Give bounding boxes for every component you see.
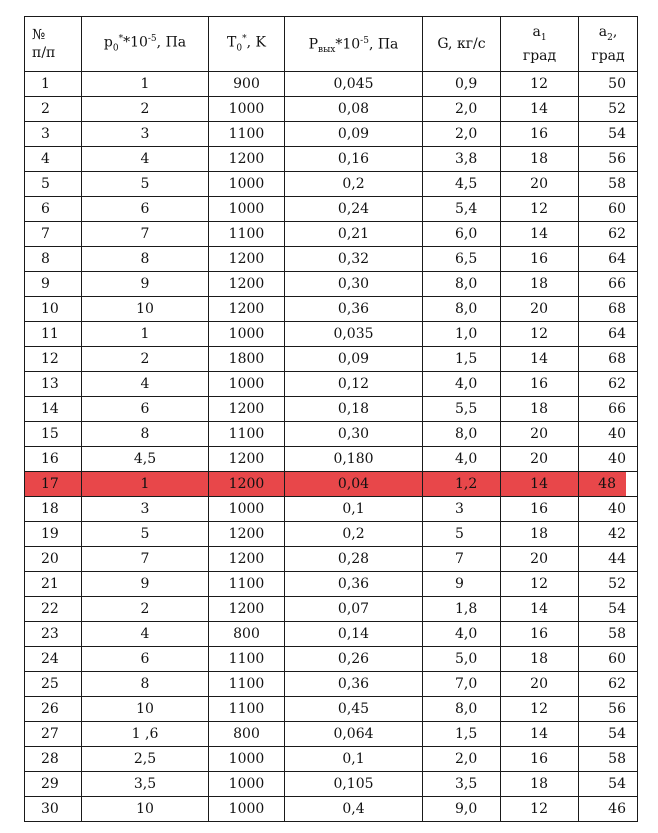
cell-a1: 20 [501,297,579,322]
cell-t0: 1200 [209,272,285,297]
cell-a2: 58 [579,747,638,772]
cell-t0: 1800 [209,347,285,372]
cell-g: 1,5 [423,347,501,372]
cell-g: 3,8 [423,147,501,172]
cell-a1: 18 [501,647,579,672]
cell-a1: 16 [501,247,579,272]
cell-a2: 62 [579,222,638,247]
cell-p0: 6 [82,197,209,222]
cell-a1: 14 [501,222,579,247]
cell-number: 21 [25,572,82,597]
header-number [25,17,82,72]
cell-p0: 8 [82,672,209,697]
cell-pvyh: 0,09 [285,347,423,372]
cell-a2: 46 [579,797,638,822]
cell-g: 6,5 [423,247,501,272]
cell-number: 9 [25,272,82,297]
cell-p0: 10 [82,297,209,322]
table-row [25,347,638,372]
cell-a2: 58 [579,622,638,647]
cell-number: 30 [25,797,82,822]
cell-pvyh: 0,16 [285,147,423,172]
cell-a2: 68 [579,297,638,322]
cell-t0: 1200 [209,472,285,497]
cell-t0: 1000 [209,772,285,797]
cell-t0: 1200 [209,447,285,472]
header-a2 [579,17,638,72]
table-row [25,397,638,422]
cell-a2: 52 [579,572,638,597]
cell-pvyh: 0,28 [285,547,423,572]
header-a1-symbol: a [532,24,541,41]
cell-t0: 1000 [209,372,285,397]
cell-a1: 14 [501,472,579,497]
cell-p0: 1 [82,472,209,497]
cell-t0: 1100 [209,422,285,447]
cell-pvyh: 0,09 [285,122,423,147]
cell-g: 3 [423,497,501,522]
cell-t0: 1100 [209,222,285,247]
table-row [25,547,638,572]
cell-p0: 6 [82,397,209,422]
cell-p0: 10 [82,797,209,822]
table-row [25,272,638,297]
cell-t0: 1000 [209,172,285,197]
cell-a2: 50 [579,72,638,97]
cell-a1: 12 [501,697,579,722]
cell-g: 5,0 [423,647,501,672]
cell-pvyh: 0,36 [285,672,423,697]
cell-p0: 3,5 [82,772,209,797]
cell-number: 7 [25,222,82,247]
cell-pvyh: 0,24 [285,197,423,222]
cell-g: 3,5 [423,772,501,797]
table-row [25,522,638,547]
cell-t0: 900 [209,72,285,97]
cell-a1: 18 [501,397,579,422]
cell-t0: 1000 [209,797,285,822]
cell-pvyh: 0,36 [285,297,423,322]
table-row [25,372,638,397]
cell-t0: 1000 [209,97,285,122]
table-row [25,497,638,522]
table-row [25,147,638,172]
header-pvyh-factor: *10 [335,36,361,53]
cell-number: 18 [25,497,82,522]
cell-a2 [579,472,638,497]
cell-a2: 52 [579,97,638,122]
header-a1 [501,17,579,72]
cell-g: 1,2 [423,472,501,497]
table-row [25,422,638,447]
cell-a1: 20 [501,172,579,197]
table-row [25,172,638,197]
cell-p0: 8 [82,247,209,272]
cell-a2: 64 [579,322,638,347]
cell-a1: 16 [501,372,579,397]
cell-g: 9,0 [423,797,501,822]
header-number-line1: № [32,27,46,43]
cell-p0: 4 [82,622,209,647]
cell-g: 8,0 [423,697,501,722]
cell-a2: 68 [579,347,638,372]
cell-p0: 5 [82,172,209,197]
table-row [25,647,638,672]
table-row [25,597,638,622]
cell-g: 4,0 [423,447,501,472]
cell-a2: 54 [579,597,638,622]
cell-p0: 2 [82,597,209,622]
highlight-cell-value: 48 [579,472,626,496]
cell-pvyh: 0,18 [285,397,423,422]
cell-g: 4,0 [423,372,501,397]
cell-a1: 20 [501,547,579,572]
cell-pvyh: 0,08 [285,97,423,122]
cell-p0: 4 [82,147,209,172]
cell-number: 29 [25,772,82,797]
header-a2-sub: 2 [607,32,613,43]
header-pvyh [285,17,423,72]
cell-pvyh: 0,2 [285,522,423,547]
cell-a1: 18 [501,147,579,172]
cell-t0: 1200 [209,597,285,622]
cell-a1: 20 [501,422,579,447]
cell-number: 4 [25,147,82,172]
cell-number: 10 [25,297,82,322]
cell-pvyh: 0,30 [285,422,423,447]
cell-p0: 3 [82,122,209,147]
table-row [25,472,638,497]
header-pvyh-unit: , Па [368,36,399,53]
table-row [25,622,638,647]
cell-a2: 56 [579,697,638,722]
table-row [25,222,638,247]
cell-a1: 12 [501,797,579,822]
cell-number: 25 [25,672,82,697]
cell-number: 27 [25,722,82,747]
cell-a2: 60 [579,647,638,672]
cell-number: 6 [25,197,82,222]
table-row [25,97,638,122]
cell-a2: 54 [579,772,638,797]
variants-table [24,16,638,822]
cell-a1: 12 [501,322,579,347]
cell-pvyh: 0,064 [285,722,423,747]
cell-number: 2 [25,97,82,122]
cell-pvyh: 0,04 [285,472,423,497]
cell-a2: 40 [579,422,638,447]
cell-t0: 1100 [209,572,285,597]
cell-number: 14 [25,397,82,422]
cell-a1: 12 [501,197,579,222]
cell-p0: 10 [82,697,209,722]
cell-p0: 8 [82,422,209,447]
cell-number: 12 [25,347,82,372]
cell-pvyh: 0,30 [285,272,423,297]
cell-g: 8,0 [423,422,501,447]
cell-pvyh: 0,26 [285,647,423,672]
cell-number: 22 [25,597,82,622]
header-p0-unit: , Па [156,34,187,51]
cell-p0: 7 [82,222,209,247]
cell-number: 20 [25,547,82,572]
cell-a1: 14 [501,597,579,622]
cell-number: 1 [25,72,82,97]
cell-pvyh: 0,180 [285,447,423,472]
cell-a1: 20 [501,447,579,472]
header-a2-symbol: a [598,24,608,41]
cell-g: 4,0 [423,622,501,647]
cell-a2: 58 [579,172,638,197]
header-g [423,17,501,72]
cell-p0: 2 [82,347,209,372]
cell-t0: 1000 [209,197,285,222]
cell-number: 16 [25,447,82,472]
cell-pvyh: 0,035 [285,322,423,347]
cell-number: 28 [25,747,82,772]
table-body [25,72,638,822]
cell-g: 2,0 [423,97,501,122]
cell-p0: 3 [82,497,209,522]
table-row [25,72,638,97]
header-number-line2: п/п [32,45,56,61]
cell-t0: 1100 [209,647,285,672]
cell-a1: 12 [501,72,579,97]
cell-number: 17 [25,472,82,497]
table-row [25,572,638,597]
table-row [25,672,638,697]
cell-g: 2,0 [423,747,501,772]
cell-pvyh: 0,4 [285,797,423,822]
table-row [25,697,638,722]
cell-g: 9 [423,572,501,597]
cell-number: 15 [25,422,82,447]
cell-number: 19 [25,522,82,547]
header-p0-sub: 0 [112,43,119,54]
cell-pvyh: 0,045 [285,72,423,97]
cell-a1: 14 [501,347,579,372]
table-row [25,122,638,147]
header-p0 [82,17,209,72]
header-t0-unit: , K [246,34,266,51]
cell-a2: 42 [579,522,638,547]
header-pvyh-symbol: P [308,36,319,53]
cell-a1: 16 [501,497,579,522]
cell-p0: 1 ,6 [82,722,209,747]
table-row [25,197,638,222]
cell-a1: 14 [501,722,579,747]
cell-a1: 20 [501,672,579,697]
cell-g: 4,5 [423,172,501,197]
table-row [25,247,638,272]
header-t0-star: * [242,34,247,45]
cell-a2: 62 [579,372,638,397]
cell-p0: 4,5 [82,447,209,472]
cell-t0: 1200 [209,397,285,422]
cell-t0: 1200 [209,247,285,272]
table-row [25,772,638,797]
cell-t0: 1000 [209,322,285,347]
cell-t0: 1200 [209,147,285,172]
cell-p0: 1 [82,72,209,97]
cell-number: 5 [25,172,82,197]
cell-a2: 66 [579,397,638,422]
cell-t0: 800 [209,622,285,647]
cell-p0: 5 [82,522,209,547]
cell-g: 1,0 [423,322,501,347]
cell-g: 1,8 [423,597,501,622]
cell-p0: 7 [82,547,209,572]
cell-a1: 12 [501,572,579,597]
cell-pvyh: 0,14 [285,622,423,647]
cell-g: 6,0 [423,222,501,247]
cell-number: 8 [25,247,82,272]
cell-p0: 4 [82,372,209,397]
table-row [25,297,638,322]
cell-p0: 2,5 [82,747,209,772]
header-pvyh-sub: вых [318,44,336,55]
cell-p0: 2 [82,97,209,122]
header-t0-symbol: T [227,34,237,51]
header-t0 [209,17,285,72]
header-a1-unit: град [522,47,557,64]
cell-pvyh: 0,12 [285,372,423,397]
cell-a2: 40 [579,447,638,472]
cell-a1: 16 [501,122,579,147]
cell-pvyh: 0,2 [285,172,423,197]
cell-a2: 60 [579,197,638,222]
cell-t0: 1200 [209,297,285,322]
cell-t0: 1200 [209,522,285,547]
cell-pvyh: 0,32 [285,247,423,272]
header-pvyh-exp: -5 [360,36,369,47]
cell-pvyh: 0,07 [285,597,423,622]
cell-number: 23 [25,622,82,647]
cell-t0: 1000 [209,747,285,772]
cell-t0: 1000 [209,497,285,522]
cell-g: 0,9 [423,72,501,97]
cell-a1: 16 [501,747,579,772]
header-p0-exp: -5 [147,34,157,45]
cell-g: 2,0 [423,122,501,147]
cell-a2: 66 [579,272,638,297]
cell-g: 5 [423,522,501,547]
cell-a2: 44 [579,547,638,572]
cell-g: 7,0 [423,672,501,697]
header-a2-unit: град [591,47,625,64]
cell-number: 26 [25,697,82,722]
cell-t0: 1200 [209,547,285,572]
cell-p0: 6 [82,647,209,672]
cell-a2: 62 [579,672,638,697]
cell-p0: 1 [82,322,209,347]
table-row [25,797,638,822]
cell-t0: 1100 [209,697,285,722]
cell-pvyh: 0,36 [285,572,423,597]
cell-p0: 9 [82,572,209,597]
cell-a1: 16 [501,622,579,647]
cell-g: 1,5 [423,722,501,747]
cell-pvyh: 0,1 [285,747,423,772]
header-a2-comma: , [612,24,618,41]
header-t0-sub: 0 [236,43,243,54]
cell-number: 11 [25,322,82,347]
cell-a2: 54 [579,122,638,147]
header-g-label: G, кг/с [437,36,486,52]
cell-a2: 64 [579,247,638,272]
cell-a1: 14 [501,97,579,122]
cell-t0: 1100 [209,122,285,147]
cell-a1: 18 [501,522,579,547]
cell-t0: 1100 [209,672,285,697]
cell-a1: 18 [501,772,579,797]
cell-g: 5,4 [423,197,501,222]
table-row [25,747,638,772]
header-a1-sub: 1 [540,32,547,43]
table-row [25,447,638,472]
cell-t0: 800 [209,722,285,747]
table-row [25,322,638,347]
header-p0-symbol: p [103,34,113,51]
cell-a1: 18 [501,272,579,297]
cell-pvyh: 0,105 [285,772,423,797]
header-p0-star: * [118,34,124,45]
cell-number: 13 [25,372,82,397]
cell-number: 3 [25,122,82,147]
cell-g: 8,0 [423,297,501,322]
cell-g: 5,5 [423,397,501,422]
cell-g: 8,0 [423,272,501,297]
cell-number: 24 [25,647,82,672]
cell-a2: 56 [579,147,638,172]
cell-pvyh: 0,1 [285,497,423,522]
cell-p0: 9 [82,272,209,297]
header-row [25,17,638,72]
header-p0-factor: *10 [123,34,148,51]
cell-a2: 54 [579,722,638,747]
cell-a2: 40 [579,497,638,522]
cell-g: 7 [423,547,501,572]
cell-pvyh: 0,45 [285,697,423,722]
table-row [25,722,638,747]
cell-pvyh: 0,21 [285,222,423,247]
